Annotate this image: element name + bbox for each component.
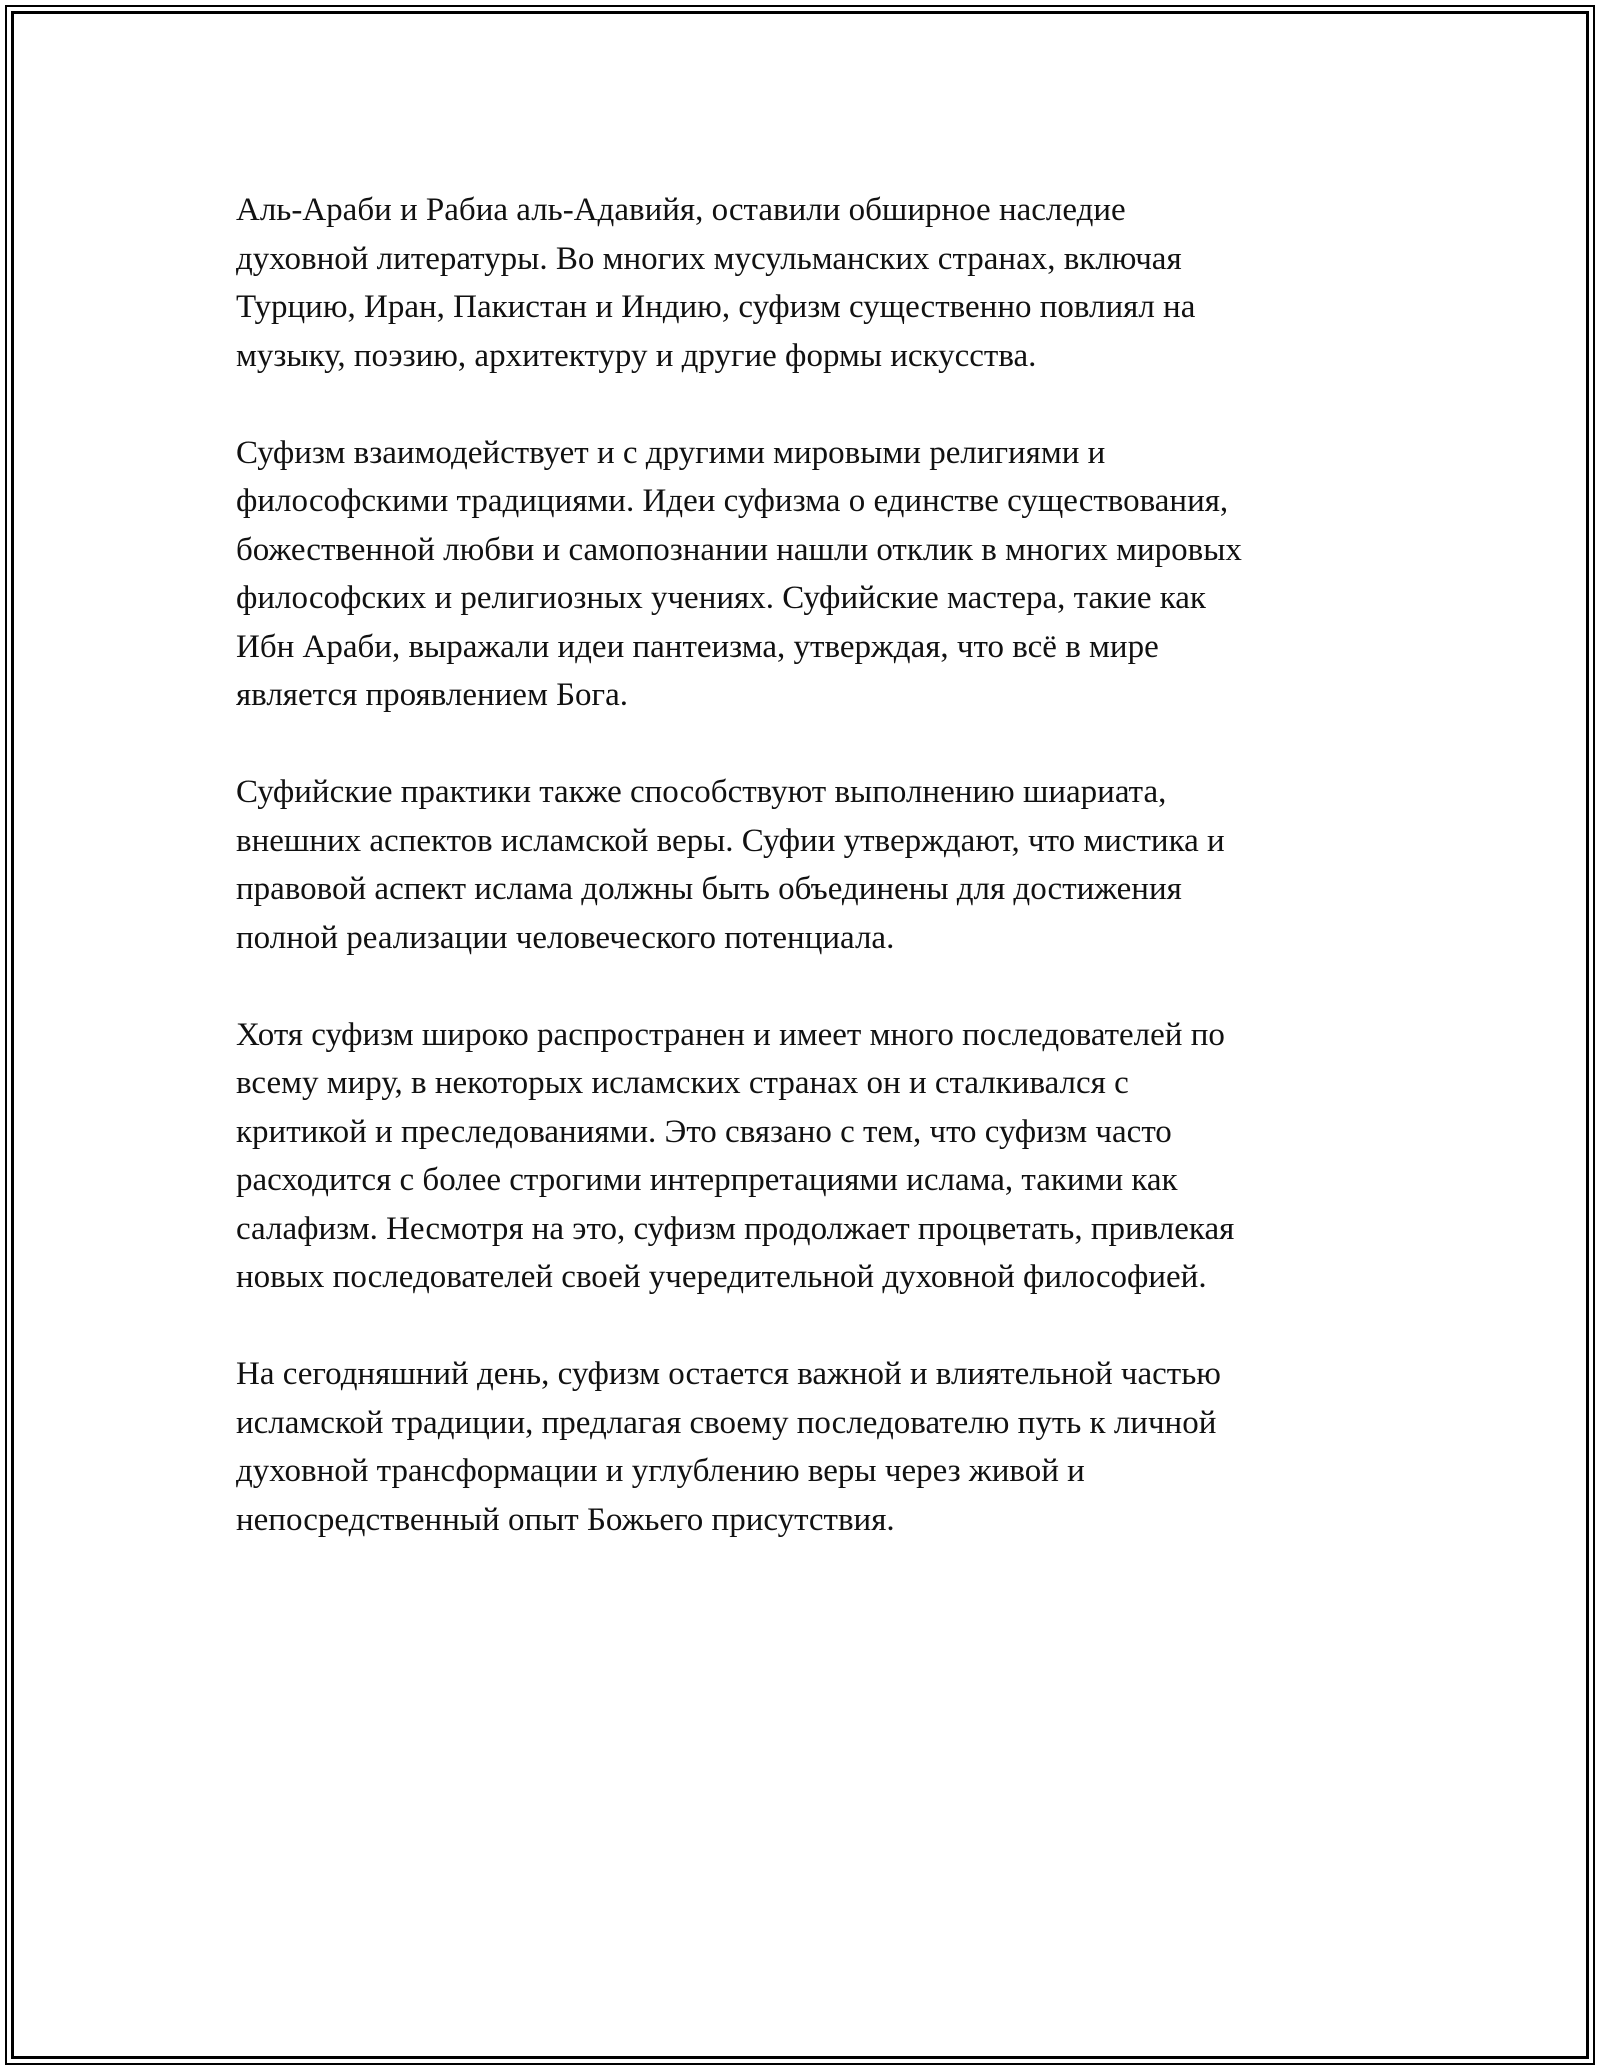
document-body — [236, 186, 1396, 1593]
paragraph-4: Хотя суфизм широко распространен и имеет много последователей по всему миру, в некоторых исламских странах он и сталкивался с критикой и преследованиями. Это связано с тем, что суфизм часто расходится с более строгими интерпретациями ислама, такими как салафизм. Несмотря на это, суфизм продолжает процветать, привлекая новых последователей своей учередительной духовной философией. — [236, 1016, 1235, 1295]
paragraph-2: Суфизм взаимодействует и с другими мировыми религиями и философскими традициями. Идеи суфизма о единстве существования, божественной любви и самопознании нашли отклик в многих мировых философских и религиозных учениях. Суфийские мастера, такие как Ибн Араби, выражали идеи пантеизма, утверждая, что всё в мире является проявлением Бога. — [236, 434, 1242, 713]
paragraph-1: Аль-Араби и Рабиа аль-Адавийя, оставили обширное наследие духовной литературы. Во многих мусульманских странах, включая Турцию, Иран, Пакистан и Индию, суфизм существенно повлиял на музыку, поэзию, архитектуру и другие формы искусства. — [236, 192, 1196, 374]
paragraph-3: Суфийские практики также способствуют выполнению шиариата, внешних аспектов исламской веры. Суфии утверждают, что мистика и правовой аспект ислама должны быть объединены для достижения полной реализации человеческого потенциала. — [236, 774, 1225, 956]
paragraph-5: На сегодняшний день, суфизм остается важной и влиятельной частью исламской традиции, предлагая своему последователю путь к личной духовной трансформации и углублению веры через живой и непосредственный опыт Божьего присутствия. — [236, 1356, 1221, 1538]
